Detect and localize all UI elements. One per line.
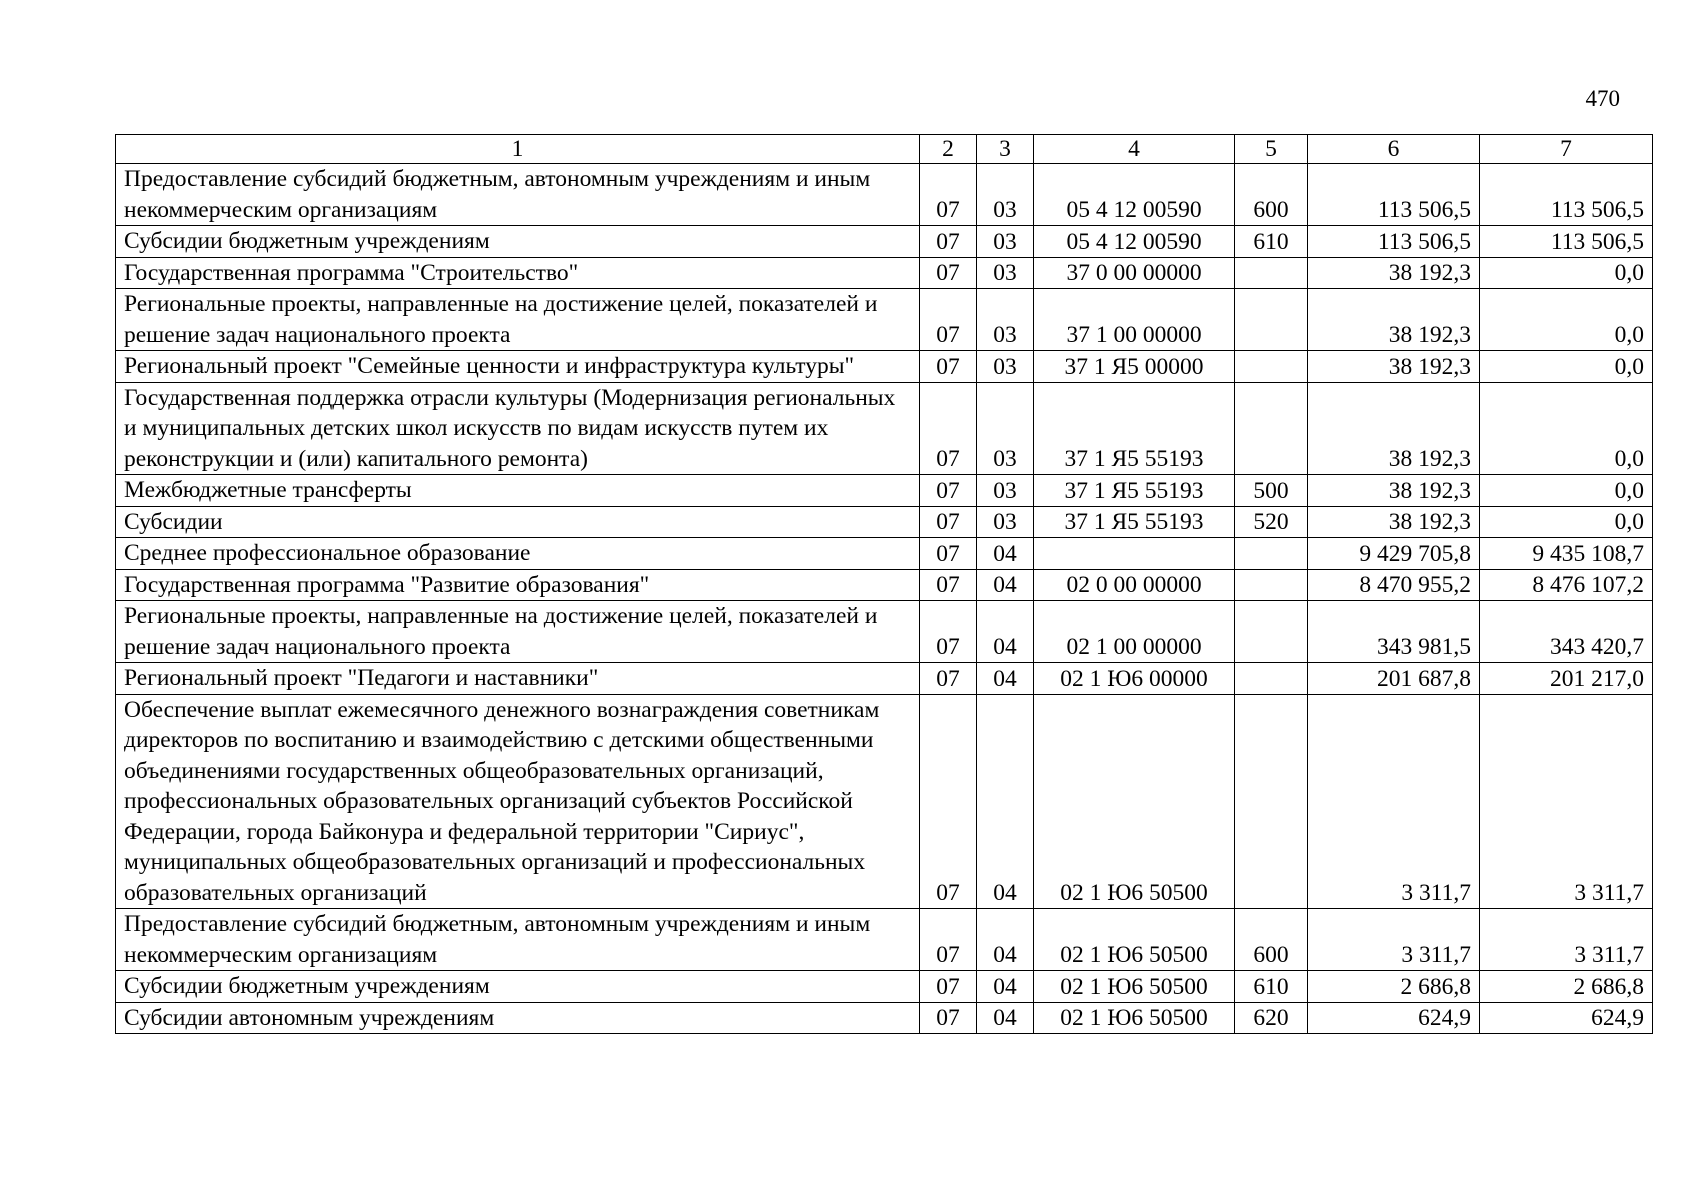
cell-subsection: 03 xyxy=(977,506,1034,538)
cell-amount-6: 38 192,3 xyxy=(1308,289,1480,351)
table-row xyxy=(116,694,1653,909)
cell-expense-type xyxy=(1235,382,1308,475)
cell-name: Региональный проект "Педагоги и наставники" xyxy=(116,663,920,695)
cell-subsection: 04 xyxy=(977,694,1034,909)
header-cell-5: 5 xyxy=(1235,135,1308,164)
table-row xyxy=(116,506,1653,538)
cell-expense-type: 600 xyxy=(1235,164,1308,226)
cell-section: 07 xyxy=(920,1002,977,1034)
header-cell-4: 4 xyxy=(1034,135,1235,164)
cell-name: Межбюджетные трансферты xyxy=(116,475,920,507)
cell-amount-7: 113 506,5 xyxy=(1480,226,1653,258)
cell-expense-type: 610 xyxy=(1235,971,1308,1003)
cell-name: Субсидии бюджетным учреждениям xyxy=(116,971,920,1003)
header-cell-1: 1 xyxy=(116,135,920,164)
table-row xyxy=(116,538,1653,570)
cell-name: Государственная поддержка отрасли культуры (Модернизация региональных и муниципальных детских школ искусств по видам искусств путем их реконструкции и (или) капитального ремонта) xyxy=(116,382,920,475)
cell-expense-type: 610 xyxy=(1235,226,1308,258)
cell-section: 07 xyxy=(920,909,977,971)
cell-amount-7: 2 686,8 xyxy=(1480,971,1653,1003)
cell-amount-6: 38 192,3 xyxy=(1308,506,1480,538)
cell-section: 07 xyxy=(920,569,977,601)
cell-name: Региональные проекты, направленные на достижение целей, показателей и решение задач национального проекта xyxy=(116,289,920,351)
header-cell-6: 6 xyxy=(1308,135,1480,164)
cell-subsection: 04 xyxy=(977,971,1034,1003)
cell-expense-type xyxy=(1235,538,1308,570)
table-row xyxy=(116,257,1653,289)
cell-name: Региональные проекты, направленные на достижение целей, показателей и решение задач национального проекта xyxy=(116,601,920,663)
cell-subsection: 04 xyxy=(977,601,1034,663)
cell-expense-type: 500 xyxy=(1235,475,1308,507)
cell-section: 07 xyxy=(920,663,977,695)
cell-name: Субсидии автономным учреждениям xyxy=(116,1002,920,1034)
cell-section: 07 xyxy=(920,164,977,226)
cell-amount-6: 3 311,7 xyxy=(1308,909,1480,971)
cell-subsection: 03 xyxy=(977,226,1034,258)
cell-amount-6: 8 470 955,2 xyxy=(1308,569,1480,601)
cell-target-code: 37 1 Я5 55193 xyxy=(1034,506,1235,538)
header-cell-2: 2 xyxy=(920,135,977,164)
cell-target-code: 02 1 00 00000 xyxy=(1034,601,1235,663)
cell-amount-7: 113 506,5 xyxy=(1480,164,1653,226)
cell-subsection: 04 xyxy=(977,909,1034,971)
cell-subsection: 03 xyxy=(977,351,1034,383)
table-row xyxy=(116,382,1653,475)
cell-subsection: 03 xyxy=(977,382,1034,475)
cell-amount-6: 38 192,3 xyxy=(1308,257,1480,289)
cell-amount-6: 113 506,5 xyxy=(1308,164,1480,226)
cell-section: 07 xyxy=(920,538,977,570)
table-row xyxy=(116,289,1653,351)
budget-table xyxy=(115,134,1653,1034)
cell-expense-type xyxy=(1235,257,1308,289)
cell-section: 07 xyxy=(920,971,977,1003)
table-row xyxy=(116,569,1653,601)
cell-amount-7: 9 435 108,7 xyxy=(1480,538,1653,570)
cell-expense-type xyxy=(1235,569,1308,601)
cell-amount-7: 3 311,7 xyxy=(1480,694,1653,909)
cell-amount-6: 201 687,8 xyxy=(1308,663,1480,695)
cell-subsection: 03 xyxy=(977,257,1034,289)
cell-amount-7: 3 311,7 xyxy=(1480,909,1653,971)
cell-section: 07 xyxy=(920,289,977,351)
cell-target-code: 02 1 Ю6 50500 xyxy=(1034,694,1235,909)
cell-amount-6: 9 429 705,8 xyxy=(1308,538,1480,570)
cell-section: 07 xyxy=(920,351,977,383)
cell-amount-7: 0,0 xyxy=(1480,289,1653,351)
cell-subsection: 04 xyxy=(977,569,1034,601)
cell-subsection: 04 xyxy=(977,1002,1034,1034)
cell-subsection: 04 xyxy=(977,538,1034,570)
table-row xyxy=(116,971,1653,1003)
cell-amount-6: 113 506,5 xyxy=(1308,226,1480,258)
cell-amount-6: 624,9 xyxy=(1308,1002,1480,1034)
cell-target-code: 37 1 00 00000 xyxy=(1034,289,1235,351)
cell-target-code: 02 1 Ю6 50500 xyxy=(1034,1002,1235,1034)
cell-target-code: 02 1 Ю6 00000 xyxy=(1034,663,1235,695)
cell-section: 07 xyxy=(920,475,977,507)
cell-expense-type xyxy=(1235,663,1308,695)
table-row xyxy=(116,226,1653,258)
cell-amount-6: 38 192,3 xyxy=(1308,351,1480,383)
cell-target-code: 02 1 Ю6 50500 xyxy=(1034,909,1235,971)
cell-expense-type xyxy=(1235,351,1308,383)
cell-section: 07 xyxy=(920,382,977,475)
table-row xyxy=(116,1002,1653,1034)
cell-amount-7: 343 420,7 xyxy=(1480,601,1653,663)
cell-amount-7: 0,0 xyxy=(1480,257,1653,289)
cell-amount-7: 0,0 xyxy=(1480,506,1653,538)
cell-name: Субсидии xyxy=(116,506,920,538)
cell-amount-7: 0,0 xyxy=(1480,351,1653,383)
cell-name: Государственная программа "Развитие образования" xyxy=(116,569,920,601)
cell-name: Региональный проект "Семейные ценности и инфраструктура культуры" xyxy=(116,351,920,383)
cell-name: Обеспечение выплат ежемесячного денежного вознаграждения советникам директоров по воспитанию и взаимодействию с детскими общественными объединениями государственных общеобразовательных организаций, профессиональных образовательных организаций субъектов Российской Федерации, города Байконура и федеральной территории "Сириус", муниципальных общеобразовательных организаций и профессиональных образовательных организаций xyxy=(116,694,920,909)
cell-expense-type xyxy=(1235,601,1308,663)
cell-target-code xyxy=(1034,538,1235,570)
cell-amount-6: 38 192,3 xyxy=(1308,475,1480,507)
cell-expense-type: 600 xyxy=(1235,909,1308,971)
cell-target-code: 02 1 Ю6 50500 xyxy=(1034,971,1235,1003)
cell-name: Государственная программа "Строительство" xyxy=(116,257,920,289)
cell-target-code: 37 0 00 00000 xyxy=(1034,257,1235,289)
table-row xyxy=(116,351,1653,383)
header-cell-7: 7 xyxy=(1480,135,1653,164)
cell-name: Среднее профессиональное образование xyxy=(116,538,920,570)
cell-expense-type: 620 xyxy=(1235,1002,1308,1034)
cell-section: 07 xyxy=(920,506,977,538)
cell-target-code: 05 4 12 00590 xyxy=(1034,226,1235,258)
cell-name: Предоставление субсидий бюджетным, автономным учреждениям и иным некоммерческим организациям xyxy=(116,909,920,971)
cell-expense-type: 520 xyxy=(1235,506,1308,538)
cell-name: Субсидии бюджетным учреждениям xyxy=(116,226,920,258)
cell-target-code: 02 0 00 00000 xyxy=(1034,569,1235,601)
cell-amount-7: 0,0 xyxy=(1480,475,1653,507)
cell-subsection: 04 xyxy=(977,663,1034,695)
cell-amount-7: 0,0 xyxy=(1480,382,1653,475)
table-row xyxy=(116,475,1653,507)
cell-target-code: 37 1 Я5 55193 xyxy=(1034,382,1235,475)
cell-amount-7: 8 476 107,2 xyxy=(1480,569,1653,601)
cell-section: 07 xyxy=(920,694,977,909)
cell-expense-type xyxy=(1235,289,1308,351)
cell-amount-6: 2 686,8 xyxy=(1308,971,1480,1003)
cell-target-code: 05 4 12 00590 xyxy=(1034,164,1235,226)
cell-section: 07 xyxy=(920,257,977,289)
cell-amount-7: 201 217,0 xyxy=(1480,663,1653,695)
page-number: 470 xyxy=(1585,86,1620,111)
table-row xyxy=(116,663,1653,695)
cell-subsection: 03 xyxy=(977,164,1034,226)
cell-target-code: 37 1 Я5 55193 xyxy=(1034,475,1235,507)
table-row xyxy=(116,164,1653,226)
cell-target-code: 37 1 Я5 00000 xyxy=(1034,351,1235,383)
cell-section: 07 xyxy=(920,226,977,258)
cell-amount-6: 343 981,5 xyxy=(1308,601,1480,663)
cell-subsection: 03 xyxy=(977,289,1034,351)
table-row xyxy=(116,601,1653,663)
cell-section: 07 xyxy=(920,601,977,663)
cell-expense-type xyxy=(1235,694,1308,909)
cell-amount-7: 624,9 xyxy=(1480,1002,1653,1034)
cell-amount-6: 38 192,3 xyxy=(1308,382,1480,475)
cell-amount-6: 3 311,7 xyxy=(1308,694,1480,909)
cell-subsection: 03 xyxy=(977,475,1034,507)
header-cell-3: 3 xyxy=(977,135,1034,164)
table-row xyxy=(116,909,1653,971)
cell-name: Предоставление субсидий бюджетным, автономным учреждениям и иным некоммерческим организациям xyxy=(116,164,920,226)
table-header-row xyxy=(116,135,1653,164)
